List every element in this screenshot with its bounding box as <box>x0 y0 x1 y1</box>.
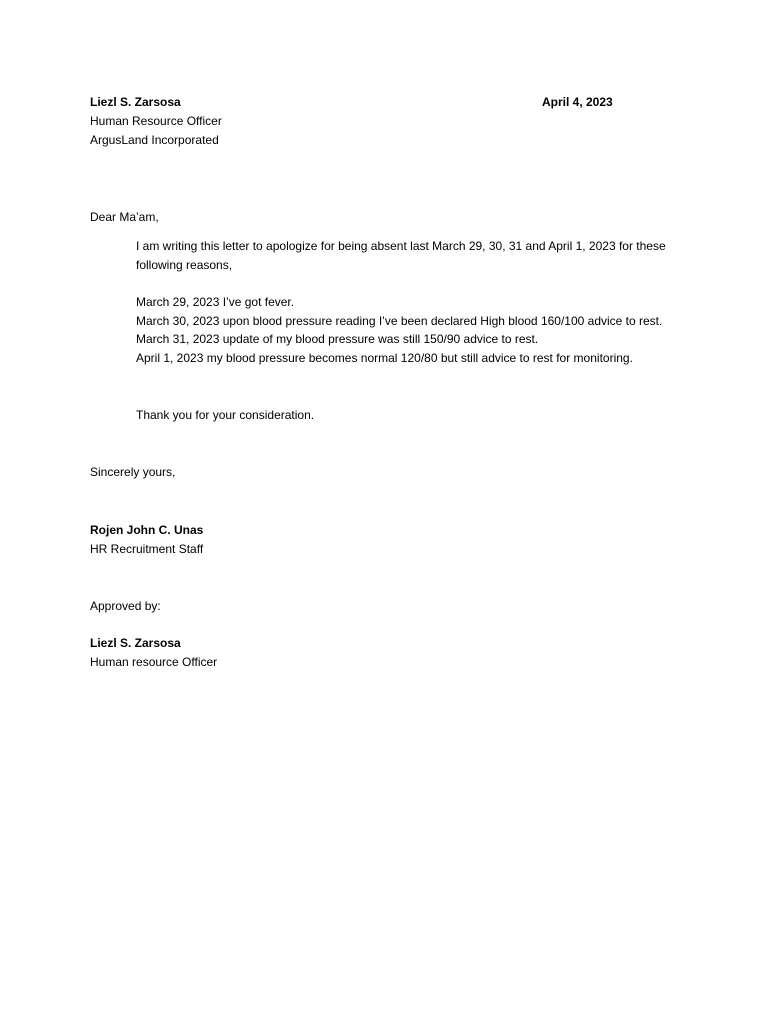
sender-name: Liezl S. Zarsosa <box>90 95 181 109</box>
approval-label: Approved by: <box>90 599 161 613</box>
letter-date: April 4, 2023 <box>542 95 613 109</box>
intro-text: I am writing this letter to apologize for being absent last March 29, 30, 31 and April 1, 2023 for these following reasons, <box>136 239 666 272</box>
approver-name: Liezl S. Zarsosa <box>90 636 181 650</box>
reasons-list <box>136 293 672 367</box>
signatory-name: Rojen John C. Unas <box>90 523 204 537</box>
letter-intro <box>136 237 672 274</box>
closing: Sincerely yours, <box>90 465 176 479</box>
approver-title: Human resource Officer <box>90 655 218 669</box>
sender-company: ArgusLand Incorporated <box>90 133 219 147</box>
signatory-title: HR Recruitment Staff <box>90 542 204 556</box>
reason-item: March 31, 2023 update of my blood pressure was still 150/90 advice to rest. <box>136 332 539 346</box>
sender-title: Human Resource Officer <box>90 114 222 128</box>
salutation: Dear Ma’am, <box>90 210 159 224</box>
reason-item: March 30, 2023 upon blood pressure reading I’ve been declared High blood 160/100 advice to rest. <box>136 313 663 328</box>
thanks-line: Thank you for your consideration. <box>136 408 315 422</box>
reason-item: March 29, 2023 I’ve got fever. <box>136 295 295 309</box>
reason-item: April 1, 2023 my blood pressure becomes normal 120/80 but still advice to rest for monitoring. <box>136 350 633 365</box>
